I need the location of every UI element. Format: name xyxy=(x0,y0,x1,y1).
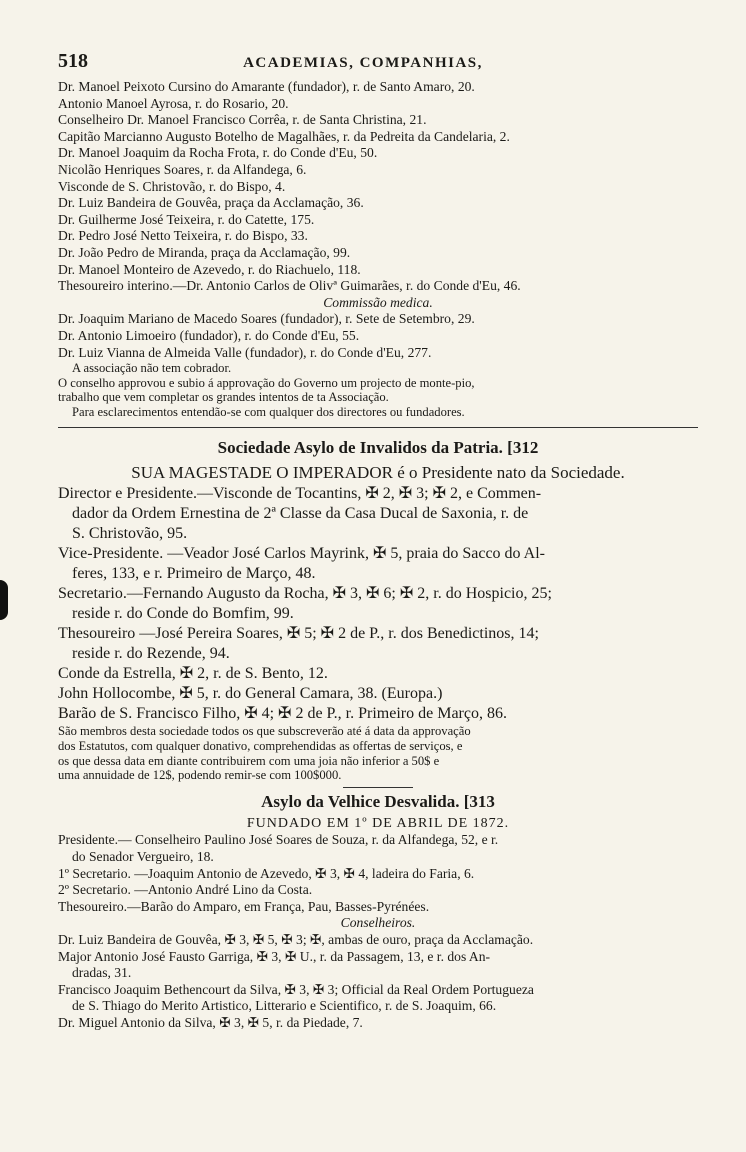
text-line: John Hollocombe, ✠ 5, r. do General Camara, 38. (Europa.) xyxy=(58,685,443,703)
text-line: Presidente.— Conselheiro Paulino José Soares de Souza, r. da Alfandega, 52, e r. xyxy=(58,832,499,848)
text-line: Vice-Presidente. —Veador José Carlos Mayrink, ✠ 5, praia do Sacco do Al- xyxy=(58,545,545,563)
text-line: Thesoureiro —José Pereira Soares, ✠ 5; ✠ 2 de P., r. dos Benedictinos, 14; xyxy=(58,625,539,643)
text-line: Visconde de S. Christovão, r. do Bispo, 4. xyxy=(58,178,286,194)
text-line: dos Estatutos, com qualquer donativo, comprehendidas as offertas de serviços, e xyxy=(58,739,463,754)
text-line: 1º Secretario. —Joaquim Antonio de Azevedo, ✠ 3, ✠ 4, ladeira do Faria, 6. xyxy=(58,865,475,881)
text-line: Dr. Luiz Bandeira de Gouvêa, praça da Acclamação, 36. xyxy=(58,195,364,211)
text-line: Para esclarecimentos entendão-se com qualquer dos directores ou fundadores. xyxy=(72,404,465,419)
text-line: feres, 133, e r. Primeiro de Março, 48. xyxy=(72,565,316,583)
text-line: uma annuidade de 12$, podendo remir-se com 100$000. xyxy=(58,768,342,783)
text-line: S. Christovão, 95. xyxy=(72,525,188,543)
text-line: dradas, 31. xyxy=(72,965,132,981)
text-line: O conselho approvou e subio á approvação do Governo um projecto de monte-pio, xyxy=(58,375,475,390)
velhice-council xyxy=(58,932,698,1032)
text-line: Antonio Manoel Ayrosa, r. do Rosario, 20. xyxy=(58,95,289,111)
text-line: Secretario.—Fernando Augusto da Rocha, ✠ 3, ✠ 6; ✠ 2, r. do Hospicio, 25; xyxy=(58,585,552,603)
text-line: Dr. Miguel Antonio da Silva, ✠ 3, ✠ 5, r. da Piedade, 7. xyxy=(58,1014,363,1030)
section-title-invalidos: Sociedade Asylo de Invalidos da Patria. [312 xyxy=(217,438,539,458)
text-line: Nicolão Henriques Soares, r. da Alfandega, 6. xyxy=(58,161,307,177)
invalidos-notes xyxy=(58,724,698,782)
founded-date: FUNDADO EM 1º DE ABRIL DE 1872. xyxy=(246,815,510,831)
section-title-velhice: Asylo da Velhice Desvalida. [313 xyxy=(261,791,495,811)
text-line: Dr. Manoel Peixoto Cursino do Amarante (fundador), r. de Santo Amaro, 20. xyxy=(58,79,475,94)
text-line: Dr. Manoel Monteiro de Azevedo, r. do Riachuelo, 118. xyxy=(58,261,361,277)
invalidos-members xyxy=(58,484,698,724)
text-line: Dr. Luiz Vianna de Almeida Valle (fundador), r. do Conde d'Eu, 277. xyxy=(58,344,432,360)
text-line: Capitão Marcianno Augusto Botelho de Magalhães, r. da Pedreita da Candelaria, 2. xyxy=(58,128,510,144)
page-header xyxy=(58,50,698,73)
document-page xyxy=(58,50,698,1032)
velhice-officers xyxy=(58,832,698,915)
running-title: ACADEMIAS, COMPANHIAS, xyxy=(243,55,483,71)
text-line: São membros desta sociedade todos os que subscreverão até á data da approvação xyxy=(58,724,471,739)
text-line: Dr. Guilherme José Teixeira, r. do Catette, 175. xyxy=(58,211,315,227)
text-line: Dr. Pedro José Netto Teixeira, r. do Bispo, 33. xyxy=(58,228,308,244)
text-line: do Senador Vergueiro, 18. xyxy=(72,849,214,865)
text-line: Dr. João Pedro de Miranda, praça da Acclamação, 99. xyxy=(58,244,351,260)
text-line: os que dessa data em diante contribuirem com uma joia não inferior a 50$ e xyxy=(58,753,440,768)
page-number: 518 xyxy=(58,50,88,72)
text-line: Conselheiro Dr. Manoel Francisco Corrêa, r. de Santa Christina, 21. xyxy=(58,112,427,128)
emperor-headline: SUA MAGESTADE O IMPERADOR é o Presidente nato da Sociedade. xyxy=(131,463,625,483)
text-line: Major Antonio José Fausto Garriga, ✠ 3, ✠ U., r. da Passagem, 13, e r. dos An- xyxy=(58,948,491,964)
text-line: dador da Ordem Ernestina de 2ª Classe da Casa Ducal de Saxonia, r. de xyxy=(72,505,529,523)
text-line: Dr. Manoel Joaquim da Rocha Frota, r. do Conde d'Eu, 50. xyxy=(58,145,378,161)
medical-commission-list xyxy=(58,311,698,361)
text-line: Dr. Joaquim Mariano de Macedo Soares (fundador), r. Sete de Setembro, 29. xyxy=(58,311,475,327)
text-line: reside r. do Conde do Bomfim, 99. xyxy=(72,605,294,623)
commission-title: Commissão medica. xyxy=(323,294,433,310)
text-line: A associação não tem cobrador. xyxy=(72,361,232,376)
short-rule xyxy=(343,787,413,788)
text-line: reside r. do Rezende, 94. xyxy=(72,645,230,663)
text-line: Dr. Antonio Limoeiro (fundador), r. do Conde d'Eu, 55. xyxy=(58,327,360,343)
page-edge-mark xyxy=(0,580,8,620)
council-title: Conselheiros. xyxy=(340,915,416,931)
directors-list xyxy=(58,79,698,295)
text-line: Director e Presidente.—Visconde de Tocantins, ✠ 2, ✠ 3; ✠ 2, e Commen- xyxy=(58,485,542,503)
text-line: Thesoureiro.—Barão do Amparo, em França, Pau, Basses-Pyrénées. xyxy=(58,898,430,914)
text-line: Dr. Luiz Bandeira de Gouvêa, ✠ 3, ✠ 5, ✠ 3; ✠, ambas de ouro, praça da Acclamação. xyxy=(58,932,534,947)
text-line: trabalho que vem completar os grandes intentos de ta Associação. xyxy=(58,390,389,405)
text-line: de S. Thiago do Merito Artistico, Litterario e Scientifico, r. de S. Joaquim, 66. xyxy=(72,998,497,1014)
text-line: Conde da Estrella, ✠ 2, r. de S. Bento, 12. xyxy=(58,665,328,683)
text-line: 2º Secretario. —Antonio André Lino da Costa. xyxy=(58,882,313,898)
text-line: Thesoureiro interino.—Dr. Antonio Carlos de Olivª Guimarães, r. do Conde d'Eu, 46. xyxy=(58,278,521,294)
text-line: Francisco Joaquim Bethencourt da Silva, ✠ 3, ✠ 3; Official da Real Ordem Portugueza xyxy=(58,981,534,997)
section-divider xyxy=(58,427,698,428)
text-line: Barão de S. Francisco Filho, ✠ 4; ✠ 2 de P., r. Primeiro de Março, 86. xyxy=(58,705,507,723)
association-notes xyxy=(58,361,698,419)
